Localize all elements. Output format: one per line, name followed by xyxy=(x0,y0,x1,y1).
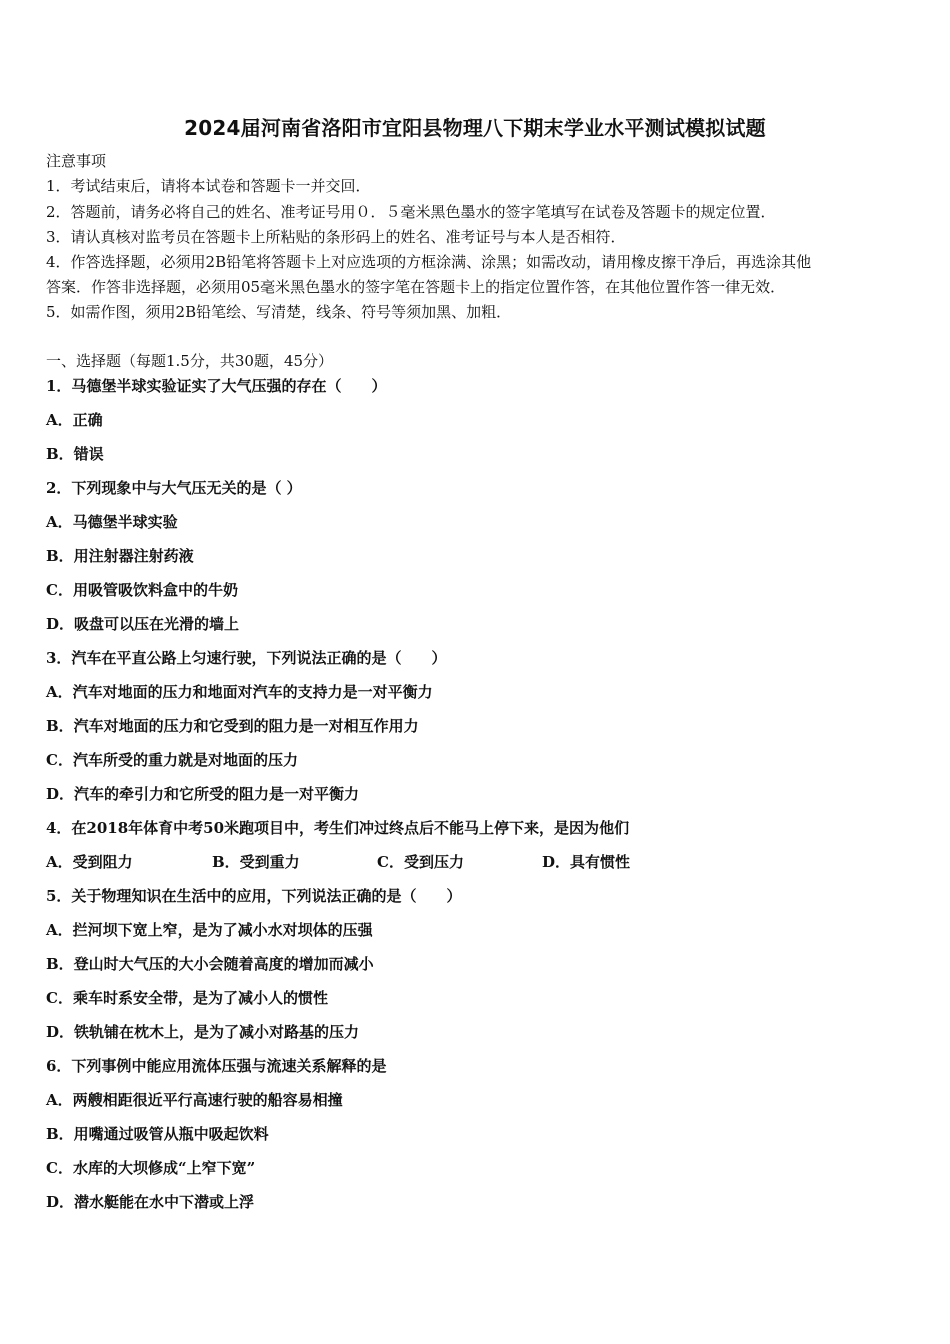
question-option: D．铁轨铺在枕木上，是为了减小对路基的压力 xyxy=(46,1023,360,1041)
question-option: D．汽车的牵引力和它所受的阻力是一对平衡力 xyxy=(46,785,360,803)
notice-item: 答案．作答非选择题，必须用05毫米黑色墨水的签字笔在答题卡上的指定位置作答，在其他位置作答一律无效． xyxy=(46,278,786,296)
notice-item: 3．请认真核对监考员在答题卡上所粘贴的条形码上的姓名、准考证号与本人是否相符． xyxy=(46,228,626,246)
question-stem: 2．下列现象中与大气压无关的是（ ） xyxy=(46,479,302,497)
question-option: D．吸盘可以压在光滑的墙上 xyxy=(46,615,240,633)
question-option: A．受到阻力 xyxy=(46,853,133,871)
question-option: A．马德堡半球实验 xyxy=(46,513,178,531)
question-option: B．受到重力 xyxy=(212,853,300,871)
notice-item: 5．如需作图，须用2B铅笔绘、写清楚，线条、符号等须加黑、加粗． xyxy=(46,303,512,321)
question-option: C．汽车所受的重力就是对地面的压力 xyxy=(46,751,298,769)
exam-title: 2024届河南省洛阳市宜阳县物理八下期末学业水平测试模拟试题 xyxy=(184,116,766,140)
notice-heading: 注意事项 xyxy=(46,152,107,170)
question-option: A．汽车对地面的压力和地面对汽车的支持力是一对平衡力 xyxy=(46,683,433,701)
question-option: B．错误 xyxy=(46,445,104,463)
question-option: C．乘车时系安全带，是为了减小人的惯性 xyxy=(46,989,328,1007)
question-stem: 1．马德堡半球实验证实了大气压强的存在（ ） xyxy=(46,377,387,395)
question-option: C．用吸管吸饮料盒中的牛奶 xyxy=(46,581,238,599)
question-stem: 5．关于物理知识在生活中的应用，下列说法正确的是（ ） xyxy=(46,887,462,905)
question-option: C．受到压力 xyxy=(377,853,464,871)
question-option: A．拦河坝下宽上窄，是为了减小水对坝体的压强 xyxy=(46,921,373,939)
notice-item: 1．考试结束后，请将本试卷和答题卡一并交回． xyxy=(46,177,371,195)
question-stem: 3．汽车在平直公路上匀速行驶，下列说法正确的是（ ） xyxy=(46,649,447,667)
question-option: B．用注射器注射药液 xyxy=(46,547,194,565)
question-stem: 4．在2018年体育中考50米跑项目中，考生们冲过终点后不能马上停下来，是因为他们 xyxy=(46,819,630,837)
question-option: B．登山时大气压的大小会随着高度的增加而减小 xyxy=(46,955,374,973)
question-option: D．具有惯性 xyxy=(542,853,631,871)
notice-item: 2．答题前，请务必将自己的姓名、准考证号用０．５毫米黑色墨水的签字笔填写在试卷及答题卡的规定位置． xyxy=(46,203,776,221)
question-option: D．潜水艇能在水中下潜或上浮 xyxy=(46,1193,255,1211)
question-option: A．两艘相距很近平行高速行驶的船容易相撞 xyxy=(46,1091,343,1109)
section-heading: 一、选择题（每题1.5分，共30题，45分） xyxy=(46,352,334,370)
notice-item: 4．作答选择题，必须用2B铅笔将答题卡上对应选项的方框涂满、涂黑；如需改动，请用橡皮擦干净后，再选涂其他 xyxy=(46,253,812,271)
question-option: B．汽车对地面的压力和它受到的阻力是一对相互作用力 xyxy=(46,717,419,735)
question-option: B．用嘴通过吸管从瓶中吸起饮料 xyxy=(46,1125,269,1143)
question-option: C．水库的大坝修成“上窄下宽” xyxy=(46,1159,256,1177)
question-stem: 6．下列事例中能应用流体压强与流速关系解释的是 xyxy=(46,1057,387,1075)
question-option: A．正确 xyxy=(46,411,103,429)
